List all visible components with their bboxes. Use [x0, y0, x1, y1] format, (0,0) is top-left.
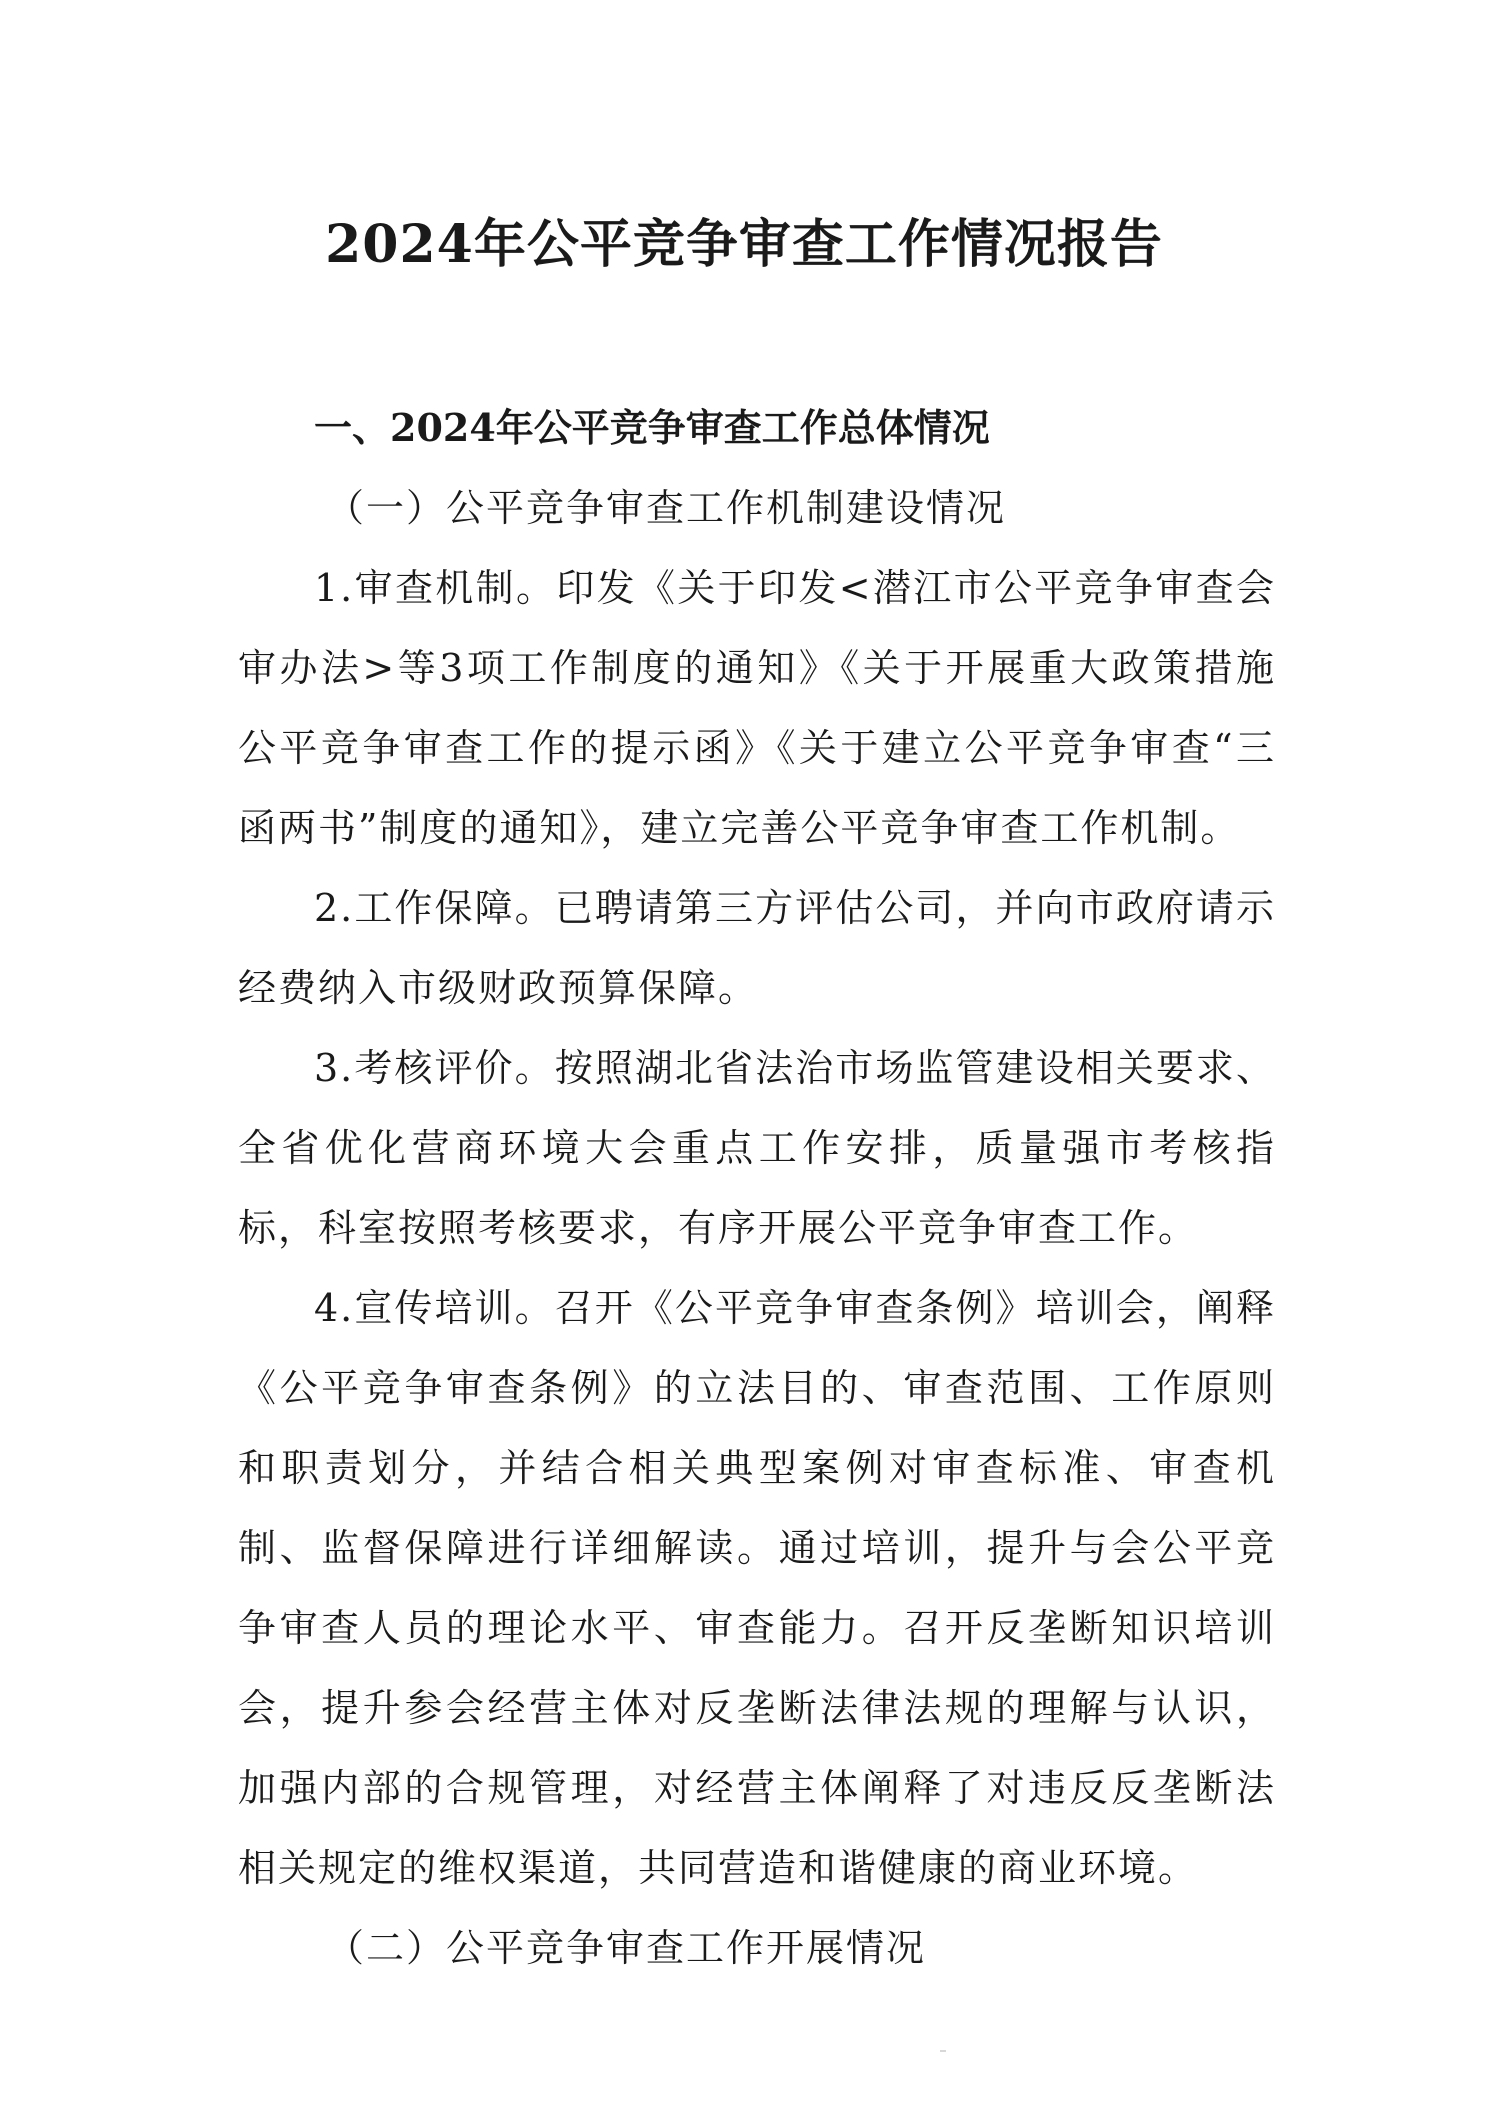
paragraph-training: 4.宣传培训。召开《公平竞争审查条例》培训会，阐释《公平竞争审查条例》的立法目的、审查范围、工作原则和职责划分，并结合相关典型案例对审查标准、审查机制、监督保障进行详细解读。通过培训，提升与会公平竞争审查人员的理论水平、审查能力。召开反垄断知识培训会，提升参会经营主体对反垄断法律法规的理解与认识，加强内部的合规管理，对经营主体阐释了对违反反垄断法相关规定的维权渠道，共同营造和谐健康的商业环境。 [238, 1286, 1276, 1890]
paragraph-assessment: 3.考核评价。按照湖北省法治市场监管建设相关要求、全省优化营商环境大会重点工作安排，质量强市考核指标，科室按照考核要求，有序开展公平竞争审查工作。 [238, 1046, 1276, 1250]
section-heading: 一、2024年公平竞争审查工作总体情况 [314, 405, 990, 450]
document-title: 2024年公平竞争审查工作情况报告 [325, 214, 1163, 275]
paragraph-review-mechanism: 1.审查机制。印发《关于印发<潜江市公平竞争审查会审办法>等3项工作制度的通知》《关于开展重大政策措施公平竞争审查工作的提示函》《关于建立公平竞争审查“三函两书”制度的通知》，建立完善公平竞争审查工作机制。 [238, 566, 1276, 850]
paragraph-work-guarantee: 2.工作保障。已聘请第三方评估公司，并向市政府请示经费纳入市级财政预算保障。 [238, 886, 1276, 1010]
subsection-heading: （二）公平竞争审查工作开展情况 [326, 1926, 927, 1970]
document-body [238, 388, 1276, 1988]
subsection-heading: （一）公平竞争审查工作机制建设情况 [326, 486, 1007, 530]
scan-mark [940, 2050, 946, 2052]
